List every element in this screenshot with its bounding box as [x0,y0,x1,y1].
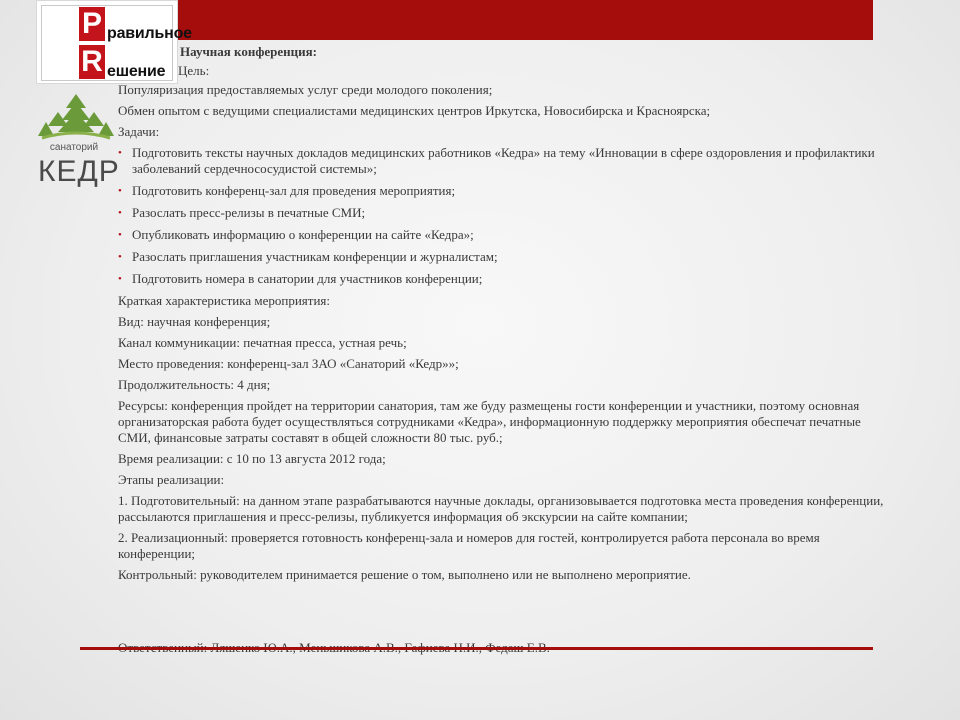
task-text: Подготовить конференц-зал для проведения мероприятия; [132,183,456,198]
characteristic-item: 1. Подготовительный: на данном этапе разрабатываются научные доклады, организовывается подготовка места проведения конференции, рассылаются приглашения и пресс-релизы, публикуется информация об экскурсии на сайте компании; [118,493,884,524]
bullet-icon: • [118,185,122,197]
task-text: Разослать приглашения участникам конференции и журналистам; [132,249,498,264]
characteristic-item: Контрольный: руководителем принимается решение о том, выполнено или не выполнено мероприятие. [118,567,691,582]
characteristic-item: Место проведения: конференц-зал ЗАО «Санаторий «Кедр»»; [118,356,459,371]
goal-item: Популяризация предоставляемых услуг среди молодого поколения; [118,82,493,97]
pine-tree-icon [36,92,116,144]
task-item [118,205,893,221]
pr-logo-letter-p: P [79,7,105,41]
tasks-label: Задачи: [118,124,160,139]
bullet-icon: • [118,207,122,219]
task-text: Разослать пресс-релизы в печатные СМИ; [132,205,366,220]
characteristic-item: Ресурсы: конференция пройдет на территории санатория, там же буду размещены гости конференции и участники, поэтому основная организаторская работа будет осуществляться сотрудниками «Кедра», информационную поддержку мероприятия обеспечат печатные СМИ, финансовые затраты составят в общей сложности 80 тыс. руб.; [118,398,861,445]
task-item [118,227,893,243]
slide-title: Научная конференция: [180,44,317,59]
characteristic-item: 2. Реализационный: проверяется готовность конференц-зала и номеров для гостей, контролируется работа персонала во время конференции; [118,530,820,561]
goal-label: Цель: [178,63,210,78]
pr-logo-letter-r: R [79,45,105,79]
slide-content [118,44,893,588]
task-item [118,145,893,177]
task-item [118,183,893,199]
kedr-logo-name: КЕДР [38,155,120,188]
task-text: Подготовить номера в санатории для участников конференции; [132,271,483,286]
pr-logo-word-2: ешение [107,63,166,80]
footer-divider [80,647,873,650]
characteristic-item: Вид: научная конференция; [118,314,271,329]
characteristic-item: Продолжительность: 4 дня; [118,377,271,392]
pr-logo-word-1: равильное [107,25,192,42]
characteristic-item: Время реализации: с 10 по 13 августа 2012 года; [118,451,386,466]
header-bar [178,0,873,40]
kedr-logo [36,92,118,192]
characteristic-item: Канал коммуникации: печатная пресса, устная речь; [118,335,407,350]
task-text: Подготовить тексты научных докладов медицинских работников «Кедра» на тему «Инновации в сфере оздоровления и профилактики заболеваний сердечнососудистой системы»; [132,145,875,176]
bullet-icon: • [118,229,122,241]
bullet-icon: • [118,147,122,159]
kedr-logo-subtitle: санаторий [49,142,99,153]
task-item [118,271,893,287]
goal-item: Обмен опытом с ведущими специалистами медицинских центров Иркутска, Новосибирска и Красноярска; [118,103,711,118]
bullet-icon: • [118,251,122,263]
characteristics-heading: Краткая характеристика мероприятия: [118,293,330,308]
characteristic-item: Этапы реализации: [118,472,225,487]
task-item [118,249,893,265]
task-text: Опубликовать информацию о конференции на сайте «Кедра»; [132,227,474,242]
bullet-icon: • [118,273,122,285]
